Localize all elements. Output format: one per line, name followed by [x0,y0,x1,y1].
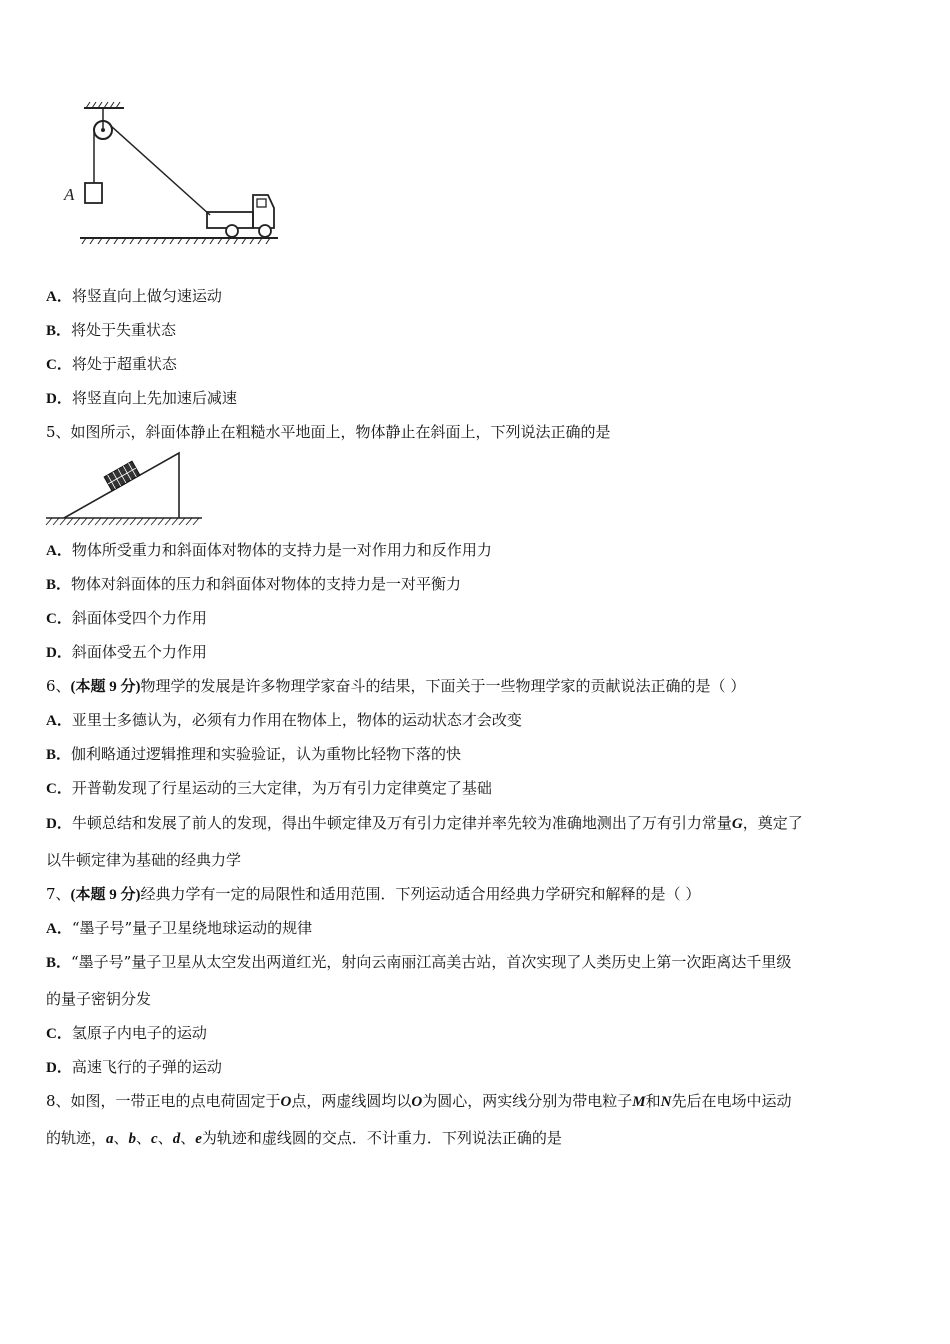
q7-option-b-cont: 的量子密钥分发 [46,990,152,1008]
q5-option-c: C．斜面体受四个力作用 [46,609,207,627]
incline-figure [44,448,206,530]
q5-option-b: B．物体对斜面体的压力和斜面体对物体的支持力是一对平衡力 [46,575,462,593]
q4-option-d: D．将竖直向上先加速后减速 [46,389,237,407]
q8-stem-line2: 的轨迹，a、b、c、d、e为轨迹和虚线圆的交点．不计重力．下列说法正确的是 [46,1129,562,1147]
q4-option-b: B．将处于失重状态 [46,321,177,339]
q5-option-d: D．斜面体受五个力作用 [46,643,207,661]
q5-option-a: A．物体所受重力和斜面体对物体的支持力是一对作用力和反作用力 [46,541,492,559]
q6-stem: 6、(本题 9 分)物理学的发展是许多物理学家奋斗的结果，下面关于一些物理学家的贡献说法正确的是（ ） [46,677,746,695]
q6-option-d: D．牛顿总结和发展了前人的发现，得出牛顿定律及万有引力定律并率先较为准确地测出了万有引力常量G，奠定了 [46,814,803,832]
pulley-truck-figure [60,100,285,250]
q7-option-b: B．“墨子号”量子卫星从太空发出两道红光，射向云南丽江高美古站，首次实现了人类历史上第一次距离达千里级 [46,953,792,971]
q4-option-c: C．将处于超重状态 [46,355,177,373]
q7-option-d: D．高速飞行的子弹的运动 [46,1058,222,1076]
q6-option-a: A．亚里士多德认为，必须有力作用在物体上，物体的运动状态才会改变 [46,711,522,729]
block-label-a: A [64,185,75,204]
q7-option-a: A．“墨子号”量子卫星绕地球运动的规律 [46,919,313,937]
q6-option-b: B．伽利略通过逻辑推理和实验验证，认为重物比轻物下落的快 [46,745,462,763]
q7-option-c: C．氢原子内电子的运动 [46,1024,207,1042]
q7-stem: 7、(本题 9 分)经典力学有一定的局限性和适用范围．下列运动适合用经典力学研究和解释的是（ ） [46,885,701,903]
q6-option-d-cont: 以牛顿定律为基础的经典力学 [46,851,242,869]
q6-option-c: C．开普勒发现了行星运动的三大定律，为万有引力定律奠定了基础 [46,779,492,797]
q8-stem-line1: 8、如图，一带正电的点电荷固定于O点，两虚线圆均以O为圆心，两实线分别为带电粒子M和N先后在电场中运动 [46,1092,792,1110]
q4-option-a: A．将竖直向上做匀速运动 [46,287,222,305]
q5-stem: 5、如图所示，斜面体静止在粗糙水平地面上，物体静止在斜面上，下列说法正确的是 [46,423,611,441]
